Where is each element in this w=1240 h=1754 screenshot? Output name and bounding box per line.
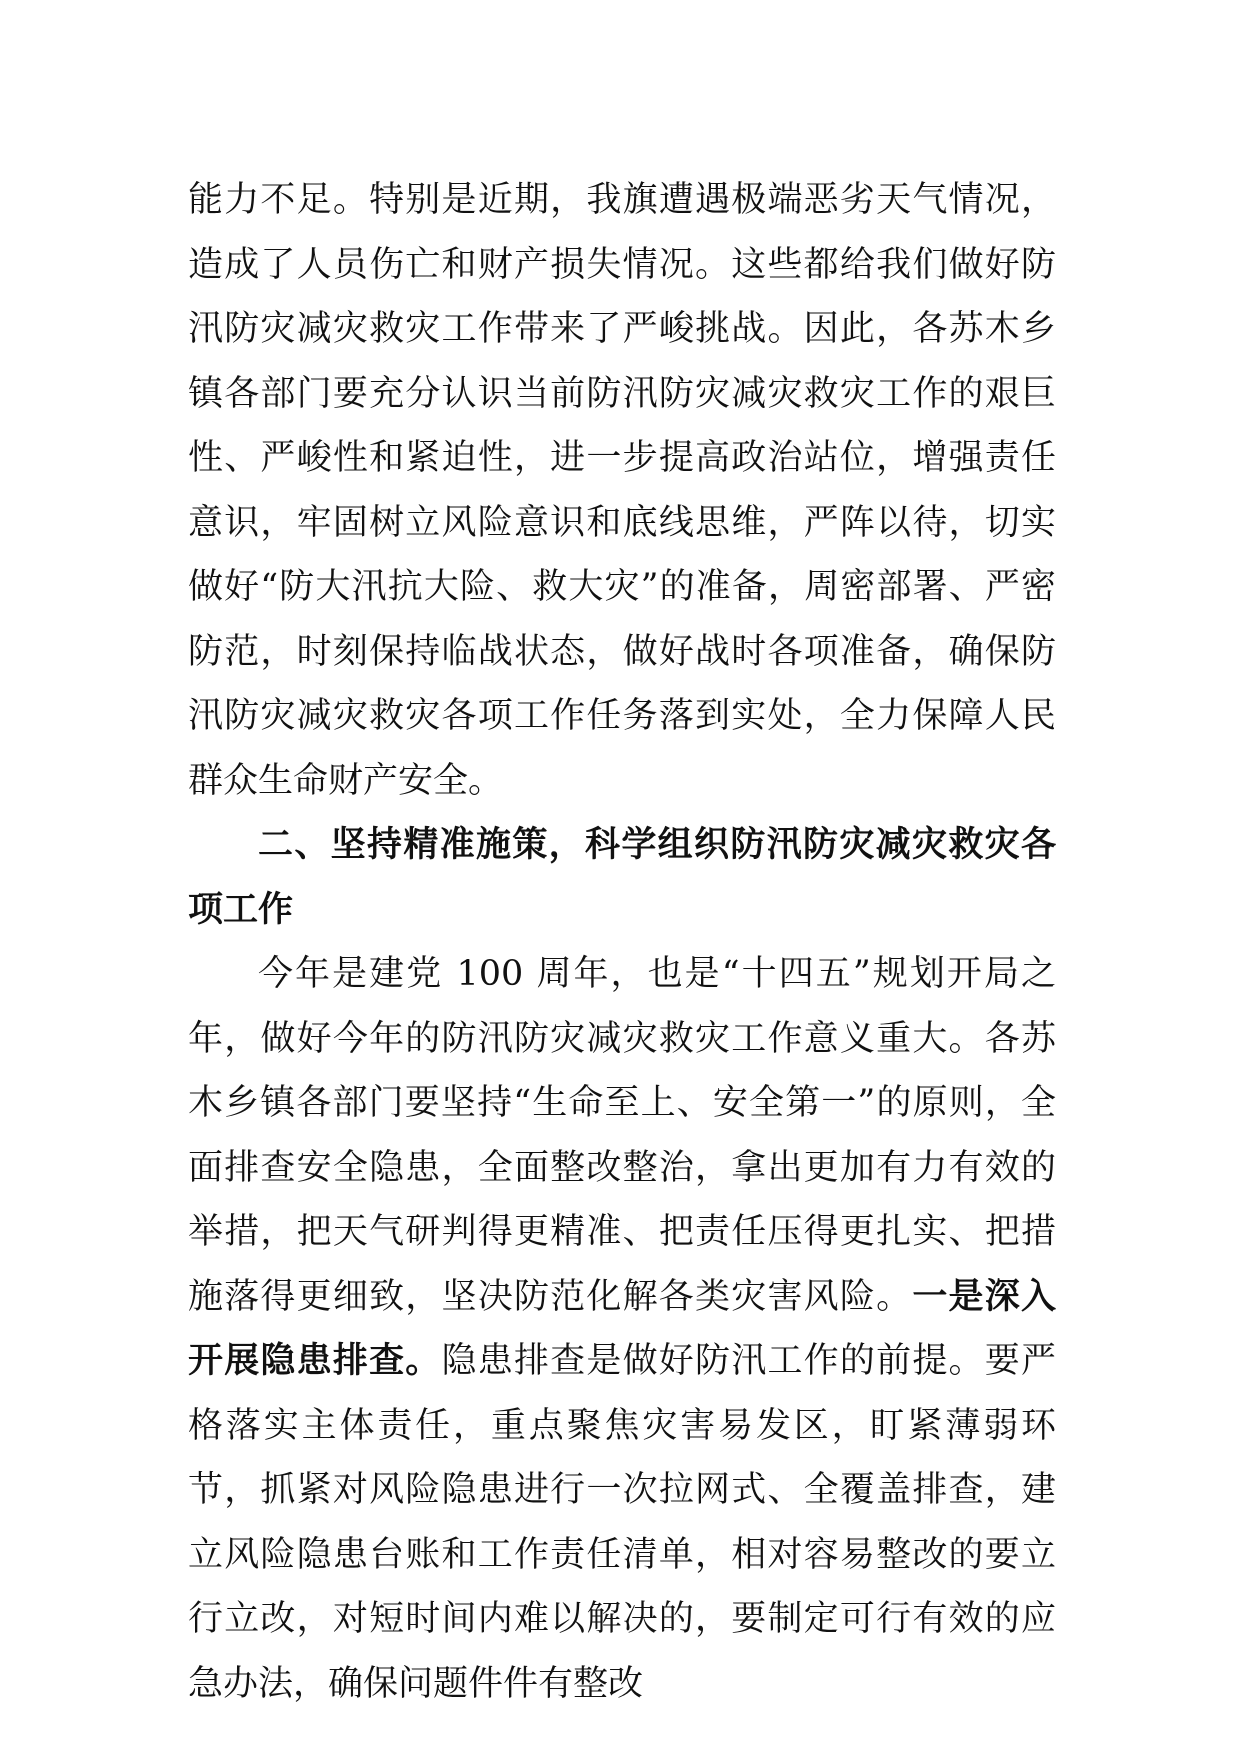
paragraph-text-continued: 隐患排查是做好防汛工作的前提。要严格落实主体责任，重点聚焦灾害易发区，盯紧薄弱环节，抓紧对风险隐患进行一次拉网式、全覆盖排查，建立风险隐患台账和工作责任清单，相对容易整改的要立行立改，对短时间内难以解决的，要制定可行有效的应急办法，确保问题件件有整改 <box>188 1341 1056 1704</box>
paragraph-body <box>188 942 1056 1716</box>
emphasis-text: 一是深入开展隐患排查。 <box>188 1276 1056 1381</box>
document-body <box>188 168 1056 1716</box>
paragraph-continuation: 能力不足。特别是近期，我旗遭遇极端恶劣天气情况，造成了人员伤亡和财产损失情况。这些都给我们做好防汛防灾减灾救灾工作带来了严峻挑战。因此，各苏木乡镇各部门要充分认识当前防汛防灾减灾救灾工作的艰巨性、严峻性和紧迫性，进一步提高政治站位，增强责任意识，牢固树立风险意识和底线思维，严阵以待，切实做好“防大汛抗大险、救大灾”的准备，周密部署、严密防范，时刻保持临战状态，做好战时各项准备，确保防汛防灾减灾救灾各项工作任务落到实处，全力保障人民群众生命财产安全。 <box>188 180 1056 801</box>
section-heading: 二、坚持精准施策，科学组织防汛防灾减灾救灾各项工作 <box>188 825 1056 930</box>
paragraph-text: 今年是建党 100 周年，也是“十四五”规划开局之年，做好今年的防汛防灾减灾救灾工作意义重大。各苏木乡镇各部门要坚持“生命至上、安全第一”的原则，全面排查安全隐患，全面整改整治，拿出更加有力有效的举措，把天气研判得更精准、把责任压得更扎实、把措施落得更细致，坚决防范化解各类灾害风险。 <box>188 954 1056 1317</box>
